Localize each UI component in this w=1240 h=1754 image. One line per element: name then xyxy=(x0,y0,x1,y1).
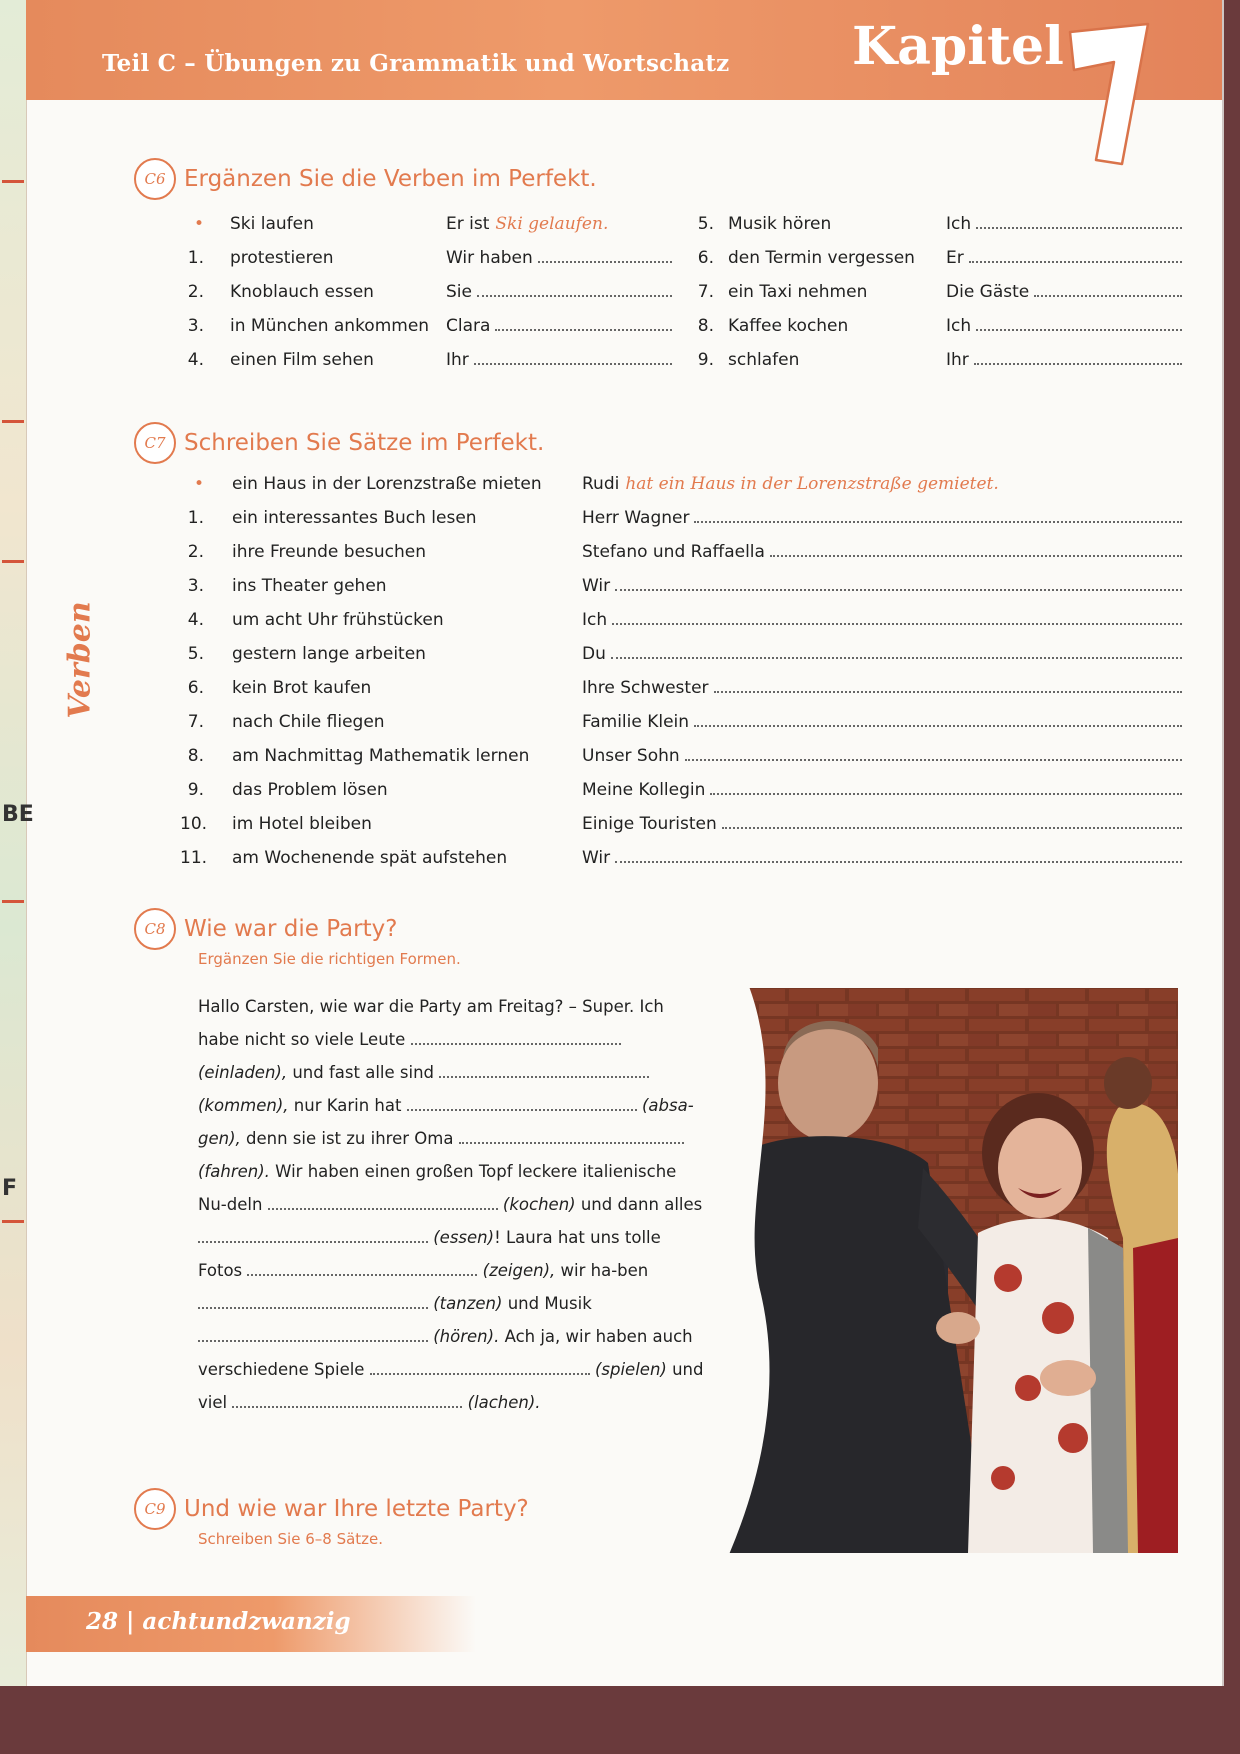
c7-item-subject: Herr Wagner xyxy=(582,508,690,528)
c6-item-blank xyxy=(946,316,1182,336)
c6-item-subject: Die Gäste xyxy=(946,282,1030,302)
c6-item-verb: schlafen xyxy=(728,350,800,370)
map-strip xyxy=(0,0,34,1686)
cloze-text: und Musik xyxy=(507,1294,592,1313)
c7-item-blank xyxy=(582,746,1182,766)
cloze-hint: (einladen), xyxy=(198,1063,288,1082)
answer-line[interactable] xyxy=(495,316,672,331)
c6-item-verb: in München ankommen xyxy=(230,316,430,336)
chapter-number-glyph xyxy=(1060,14,1170,174)
c7-item-phrase: ins Theater gehen xyxy=(232,576,387,596)
c7-item-num: 9. xyxy=(187,780,204,800)
kapitel-label: Kapitel xyxy=(852,16,1064,77)
c6-item-blank xyxy=(946,248,1182,268)
cloze-text: Hallo Carsten, wie war die Party am Freitag? – Super. Ich habe nicht so viele Leute xyxy=(198,997,664,1049)
answer-line[interactable] xyxy=(538,248,672,263)
c7-item-blank xyxy=(582,712,1182,732)
cloze-hint: (kommen), xyxy=(198,1096,289,1115)
c6-item-verb: Knoblauch essen xyxy=(230,282,374,302)
c6-item-verb: Musik hören xyxy=(728,214,832,234)
c8-subtitle: Ergänzen Sie die richtigen Formen. xyxy=(198,950,461,968)
c7-item-num: 7. xyxy=(187,712,204,732)
c6-item-blank xyxy=(946,350,1182,370)
answer-line[interactable] xyxy=(714,678,1182,693)
c7-item-num: 3. xyxy=(187,576,204,596)
side-label xyxy=(60,580,100,740)
c6-item-blank xyxy=(446,316,672,336)
c6-item-blank xyxy=(446,282,672,302)
map-label: F xyxy=(2,1176,18,1201)
cloze-hint: (spielen) xyxy=(594,1360,667,1379)
c6-item-num: 6. xyxy=(697,248,714,268)
c6-item-verb: den Termin vergessen xyxy=(728,248,915,268)
c6-heading xyxy=(134,158,597,200)
page-number: 28 xyxy=(86,1608,119,1635)
c9-title: Und wie war Ihre letzte Party? xyxy=(184,1496,529,1522)
c6-example-answer: Ski gelaufen. xyxy=(495,214,609,234)
c7-item-blank xyxy=(582,644,1182,664)
c7-badge: C7 xyxy=(134,422,176,464)
c6-item-num: 7. xyxy=(697,282,714,302)
c6-item-subject: Ihr xyxy=(946,350,969,370)
cloze-hint: (essen) xyxy=(433,1228,495,1247)
c6-badge: C6 xyxy=(134,158,176,200)
c7-heading xyxy=(134,422,544,464)
c7-item-num: 1. xyxy=(187,508,204,528)
c7-item-phrase: nach Chile fliegen xyxy=(232,712,385,732)
c6-item-num: 9. xyxy=(697,350,714,370)
c7-item-subject: Familie Klein xyxy=(582,712,690,732)
c7-item-subject: Ihre Schwester xyxy=(582,678,709,698)
cloze-hint: (tanzen) xyxy=(433,1294,503,1313)
c6-item-verb: Kaffee kochen xyxy=(728,316,849,336)
cloze-blank[interactable] xyxy=(198,1227,428,1243)
c6-item-blank xyxy=(946,282,1182,302)
map-label: BE xyxy=(2,802,34,827)
c7-item-num: 4. xyxy=(187,610,204,630)
c6-item-subject: Wir haben xyxy=(446,248,533,268)
page-footer xyxy=(26,1596,476,1652)
c6-item-num: 5. xyxy=(697,214,714,234)
c9-badge: C9 xyxy=(134,1488,176,1530)
c6-item-num: 2. xyxy=(187,282,204,302)
c6-item-blank xyxy=(446,248,672,268)
c7-item-blank xyxy=(582,542,1182,562)
c6-item-subject: Er xyxy=(946,248,964,268)
cloze-blank[interactable] xyxy=(198,1326,428,1342)
map-road xyxy=(2,420,24,423)
answer-line[interactable] xyxy=(612,610,1182,625)
answer-line[interactable] xyxy=(770,542,1182,557)
cloze-text: und viel xyxy=(198,1360,704,1412)
cloze-text: ! Laura hat uns tolle Fotos xyxy=(198,1228,661,1280)
c7-item-num: 5. xyxy=(187,644,204,664)
c6-item-verb: ein Taxi nehmen xyxy=(728,282,868,302)
c6-item-subject: Ich xyxy=(946,214,972,234)
c6-item-verb: protestieren xyxy=(230,248,334,268)
answer-line[interactable] xyxy=(1034,282,1182,297)
c7-example-answer: hat ein Haus in der Lorenzstraße gemietet. xyxy=(625,474,999,494)
page-word: achtundzwanzig xyxy=(142,1608,351,1635)
answer-line[interactable] xyxy=(722,814,1182,829)
cloze-blank[interactable] xyxy=(198,1293,428,1309)
cloze-hint: (fahren). xyxy=(198,1162,270,1181)
answer-line[interactable] xyxy=(615,848,1182,863)
c7-item-phrase: am Wochenende spät aufstehen xyxy=(232,848,508,868)
cloze-text: wir ha-ben xyxy=(560,1261,649,1280)
c7-item-num: 8. xyxy=(187,746,204,766)
c6-item-subject: Ihr xyxy=(446,350,469,370)
c6-item-num: 3. xyxy=(187,316,204,336)
c7-item-subject: Stefano und Raffaella xyxy=(582,542,765,562)
c6-item-num: 1. xyxy=(187,248,204,268)
c7-example-subject: Rudi xyxy=(582,474,620,494)
c7-example-phrase: ein Haus in der Lorenzstraße mieten xyxy=(232,474,542,494)
c8-heading xyxy=(134,908,397,950)
c7-item-phrase: am Nachmittag Mathematik lernen xyxy=(232,746,530,766)
answer-line[interactable] xyxy=(685,746,1182,761)
c6-example-verb: Ski laufen xyxy=(230,214,314,234)
answer-line[interactable] xyxy=(474,350,672,365)
c7-item-num: 10. xyxy=(180,814,208,834)
footer-separator: | xyxy=(126,1608,135,1635)
c7-item-blank xyxy=(582,508,1182,528)
c7-item-blank xyxy=(582,780,1182,800)
cloze-blank[interactable] xyxy=(247,1260,477,1276)
c6-item-subject: Clara xyxy=(446,316,491,336)
c6-item-subject: Ich xyxy=(946,316,972,336)
side-label-text: Verben xyxy=(62,601,98,719)
answer-line[interactable] xyxy=(976,316,1182,331)
c7-item-phrase: ihre Freunde besuchen xyxy=(232,542,427,562)
map-road xyxy=(2,180,24,183)
party-photo xyxy=(728,988,1178,1553)
c6-item-verb: einen Film sehen xyxy=(230,350,374,370)
c7-item-phrase: um acht Uhr frühstücken xyxy=(232,610,444,630)
c7-item-subject: Wir xyxy=(582,576,611,596)
c7-item-subject: Ich xyxy=(582,610,608,630)
c6-example-marker: • xyxy=(193,214,204,234)
c7-item-num: 11. xyxy=(180,848,208,868)
answer-line[interactable] xyxy=(694,508,1182,523)
answer-line[interactable] xyxy=(969,248,1182,263)
c6-item-blank xyxy=(446,350,672,370)
c7-example-marker: • xyxy=(193,474,204,494)
c7-item-blank xyxy=(582,848,1182,868)
cloze-hint: (lachen). xyxy=(467,1393,541,1412)
cloze-text: Ach ja, wir haben auch verschiedene Spiele xyxy=(198,1327,693,1379)
cloze-hint: (hören). xyxy=(433,1327,500,1346)
cloze-blank[interactable] xyxy=(370,1359,590,1375)
cloze-blank[interactable] xyxy=(232,1392,462,1408)
c7-item-blank xyxy=(582,814,1182,834)
c7-item-blank xyxy=(582,610,1182,630)
c8-badge: C8 xyxy=(134,908,176,950)
cloze-blank[interactable] xyxy=(411,1029,621,1045)
c8-title: Wie war die Party? xyxy=(184,916,398,942)
c6-item-num: 4. xyxy=(187,350,204,370)
cloze-hint: (zeigen), xyxy=(482,1261,556,1280)
cloze-text: denn sie ist zu ihrer Oma xyxy=(246,1129,454,1148)
c6-item-blank xyxy=(946,214,1182,234)
c7-item-blank xyxy=(582,576,1182,596)
map-road xyxy=(2,1220,24,1223)
c7-item-phrase: kein Brot kaufen xyxy=(232,678,372,698)
c9-subtitle: Schreiben Sie 6–8 Sätze. xyxy=(198,1530,384,1548)
answer-line[interactable] xyxy=(974,350,1182,365)
chapter-header xyxy=(26,0,1222,100)
c7-title: Schreiben Sie Sätze im Perfekt. xyxy=(184,430,545,456)
c6-example-subject: Er ist xyxy=(446,214,490,234)
c7-item-blank xyxy=(582,678,1182,698)
cloze-hint: (absa-gen), xyxy=(198,1096,694,1148)
c7-item-subject: Unser Sohn xyxy=(582,746,680,766)
c7-item-num: 6. xyxy=(187,678,204,698)
c7-item-phrase: im Hotel bleiben xyxy=(232,814,372,834)
c7-item-subject: Du xyxy=(582,644,606,664)
c7-item-phrase: das Problem lösen xyxy=(232,780,388,800)
cloze-text: und fast alle sind xyxy=(292,1063,434,1082)
c7-example-answer-line xyxy=(582,474,999,494)
answer-line[interactable] xyxy=(615,576,1182,591)
header-title: Teil C – Übungen zu Grammatik und Wortschatz xyxy=(102,50,730,77)
c7-item-phrase: ein interessantes Buch lesen xyxy=(232,508,477,528)
c7-item-subject: Einige Touristen xyxy=(582,814,717,834)
chapter-number: 1 xyxy=(1120,119,1124,126)
c7-item-num: 2. xyxy=(187,542,204,562)
c7-item-phrase: gestern lange arbeiten xyxy=(232,644,426,664)
cloze-blank[interactable] xyxy=(407,1095,637,1111)
c8-cloze-text xyxy=(198,990,708,1419)
cloze-text: und dann alles xyxy=(580,1195,703,1214)
answer-line[interactable] xyxy=(477,282,672,297)
c9-heading xyxy=(134,1488,529,1530)
cloze-text: Wir haben einen großen Topf leckere italienische Nu-deln xyxy=(198,1162,677,1214)
cloze-blank[interactable] xyxy=(268,1194,498,1210)
map-road xyxy=(2,900,24,903)
c6-item-num: 8. xyxy=(697,316,714,336)
cloze-text: nur Karin hat xyxy=(293,1096,402,1115)
answer-line[interactable] xyxy=(976,214,1182,229)
answer-line[interactable] xyxy=(710,780,1182,795)
cloze-blank[interactable] xyxy=(439,1062,649,1078)
c6-title: Ergänzen Sie die Verben im Perfekt. xyxy=(184,166,597,192)
c6-example-answer-line xyxy=(446,214,608,234)
book-edge xyxy=(0,1686,1240,1754)
map-road xyxy=(2,560,24,563)
c7-item-subject: Meine Kollegin xyxy=(582,780,706,800)
cloze-hint: (kochen) xyxy=(502,1195,576,1214)
answer-line[interactable] xyxy=(694,712,1182,727)
cloze-blank[interactable] xyxy=(459,1128,684,1144)
c7-item-subject: Wir xyxy=(582,848,611,868)
footer-text xyxy=(86,1608,351,1635)
answer-line[interactable] xyxy=(611,644,1182,659)
c6-item-subject: Sie xyxy=(446,282,472,302)
